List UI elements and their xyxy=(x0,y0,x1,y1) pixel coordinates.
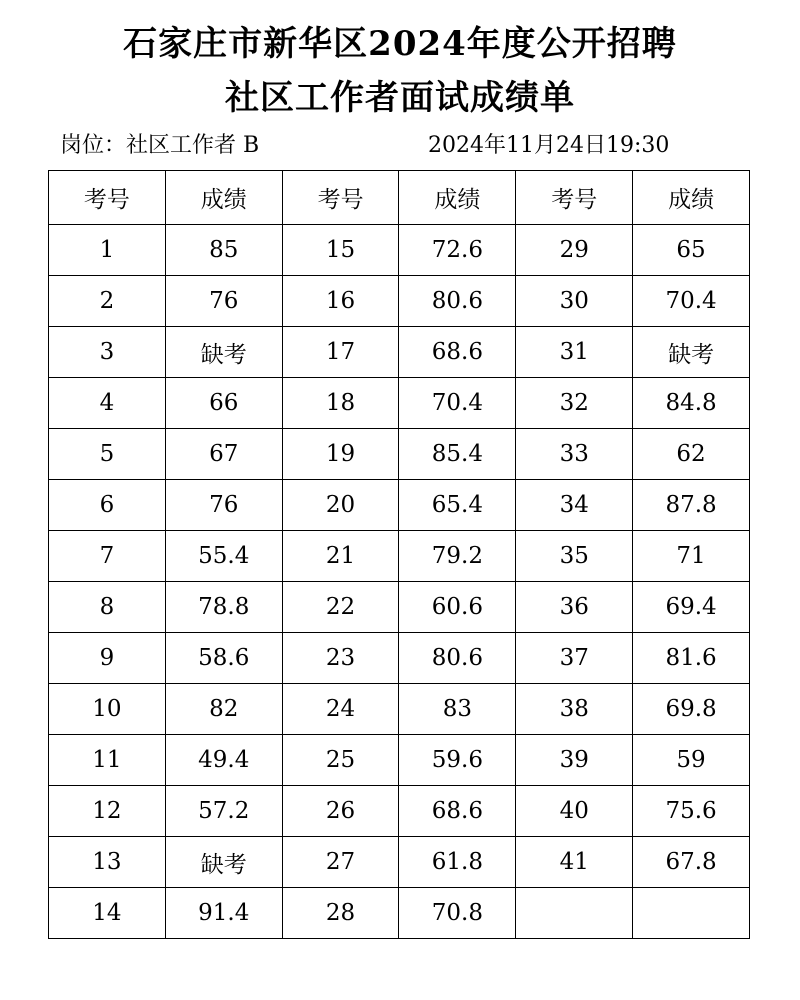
cell-score xyxy=(633,888,750,939)
cell-score: 60.6 xyxy=(399,582,516,633)
cell-exam-number: 19 xyxy=(282,429,399,480)
cell-score: 68.6 xyxy=(399,786,516,837)
cell-exam-number: 28 xyxy=(282,888,399,939)
table-row xyxy=(49,276,750,327)
cell-score: 87.8 xyxy=(633,480,750,531)
cell-score: 49.4 xyxy=(165,735,282,786)
cell-exam-number: 5 xyxy=(49,429,166,480)
cell-score: 79.2 xyxy=(399,531,516,582)
cell-score: 缺考 xyxy=(633,327,750,378)
document-title-line1: 石家庄市新华区2024年度公开招聘 xyxy=(123,24,677,64)
table-row xyxy=(49,480,750,531)
cell-exam-number: 18 xyxy=(282,378,399,429)
cell-score: 78.8 xyxy=(165,582,282,633)
cell-exam-number: 2 xyxy=(49,276,166,327)
header-score-2: 成绩 xyxy=(399,171,516,225)
cell-score: 76 xyxy=(165,480,282,531)
cell-exam-number: 16 xyxy=(282,276,399,327)
cell-score: 65 xyxy=(633,225,750,276)
cell-score: 68.6 xyxy=(399,327,516,378)
cell-exam-number: 3 xyxy=(49,327,166,378)
cell-exam-number: 6 xyxy=(49,480,166,531)
cell-exam-number: 17 xyxy=(282,327,399,378)
cell-exam-number: 39 xyxy=(516,735,633,786)
cell-exam-number: 21 xyxy=(282,531,399,582)
cell-exam-number: 35 xyxy=(516,531,633,582)
cell-exam-number: 20 xyxy=(282,480,399,531)
cell-score: 66 xyxy=(165,378,282,429)
cell-score: 69.4 xyxy=(633,582,750,633)
cell-exam-number: 7 xyxy=(49,531,166,582)
cell-exam-number: 40 xyxy=(516,786,633,837)
header-score-1: 成绩 xyxy=(165,171,282,225)
document-title-line2: 社区工作者面试成绩单 xyxy=(225,78,575,118)
cell-score: 缺考 xyxy=(165,327,282,378)
cell-score: 67 xyxy=(165,429,282,480)
cell-exam-number: 32 xyxy=(516,378,633,429)
cell-exam-number: 29 xyxy=(516,225,633,276)
cell-exam-number: 31 xyxy=(516,327,633,378)
cell-exam-number: 26 xyxy=(282,786,399,837)
cell-score: 82 xyxy=(165,684,282,735)
table-row xyxy=(49,837,750,888)
table-row xyxy=(49,888,750,939)
cell-exam-number: 14 xyxy=(49,888,166,939)
cell-exam-number: 36 xyxy=(516,582,633,633)
cell-score: 57.2 xyxy=(165,786,282,837)
table-row xyxy=(49,327,750,378)
exam-datetime: 2024年11月24日19:30 xyxy=(428,133,670,158)
cell-score: 缺考 xyxy=(165,837,282,888)
cell-score: 69.8 xyxy=(633,684,750,735)
table-row xyxy=(49,735,750,786)
cell-score: 80.6 xyxy=(399,633,516,684)
cell-exam-number: 1 xyxy=(49,225,166,276)
cell-exam-number: 41 xyxy=(516,837,633,888)
cell-exam-number xyxy=(516,888,633,939)
cell-score: 80.6 xyxy=(399,276,516,327)
cell-exam-number: 23 xyxy=(282,633,399,684)
cell-exam-number: 13 xyxy=(49,837,166,888)
cell-score: 61.8 xyxy=(399,837,516,888)
table-row xyxy=(49,429,750,480)
cell-score: 59 xyxy=(633,735,750,786)
cell-score: 65.4 xyxy=(399,480,516,531)
cell-score: 85 xyxy=(165,225,282,276)
cell-exam-number: 24 xyxy=(282,684,399,735)
cell-score: 62 xyxy=(633,429,750,480)
header-exam-number-3: 考号 xyxy=(516,171,633,225)
cell-exam-number: 9 xyxy=(49,633,166,684)
cell-score: 59.6 xyxy=(399,735,516,786)
cell-score: 55.4 xyxy=(165,531,282,582)
cell-score: 84.8 xyxy=(633,378,750,429)
header-score-3: 成绩 xyxy=(633,171,750,225)
cell-score: 91.4 xyxy=(165,888,282,939)
table-row xyxy=(49,378,750,429)
cell-exam-number: 15 xyxy=(282,225,399,276)
cell-score: 70.4 xyxy=(399,378,516,429)
cell-score: 83 xyxy=(399,684,516,735)
cell-exam-number: 38 xyxy=(516,684,633,735)
cell-exam-number: 25 xyxy=(282,735,399,786)
table-row xyxy=(49,582,750,633)
cell-exam-number: 34 xyxy=(516,480,633,531)
table-body xyxy=(49,225,750,939)
table-row xyxy=(49,531,750,582)
cell-exam-number: 33 xyxy=(516,429,633,480)
cell-exam-number: 27 xyxy=(282,837,399,888)
score-table xyxy=(48,170,750,939)
cell-score: 67.8 xyxy=(633,837,750,888)
cell-score: 70.4 xyxy=(633,276,750,327)
table-row xyxy=(49,786,750,837)
cell-exam-number: 4 xyxy=(49,378,166,429)
cell-exam-number: 11 xyxy=(49,735,166,786)
cell-score: 71 xyxy=(633,531,750,582)
table-row xyxy=(49,633,750,684)
cell-exam-number: 12 xyxy=(49,786,166,837)
cell-exam-number: 22 xyxy=(282,582,399,633)
cell-exam-number: 10 xyxy=(49,684,166,735)
cell-score: 70.8 xyxy=(399,888,516,939)
cell-exam-number: 8 xyxy=(49,582,166,633)
table-row xyxy=(49,225,750,276)
table-header-row xyxy=(49,171,750,225)
header-exam-number-1: 考号 xyxy=(49,171,166,225)
header-exam-number-2: 考号 xyxy=(282,171,399,225)
cell-score: 76 xyxy=(165,276,282,327)
cell-exam-number: 37 xyxy=(516,633,633,684)
cell-score: 58.6 xyxy=(165,633,282,684)
cell-score: 75.6 xyxy=(633,786,750,837)
cell-score: 72.6 xyxy=(399,225,516,276)
cell-score: 81.6 xyxy=(633,633,750,684)
cell-exam-number: 30 xyxy=(516,276,633,327)
position-label: 岗位：社区工作者 B xyxy=(60,133,260,158)
cell-score: 85.4 xyxy=(399,429,516,480)
table-row xyxy=(49,684,750,735)
